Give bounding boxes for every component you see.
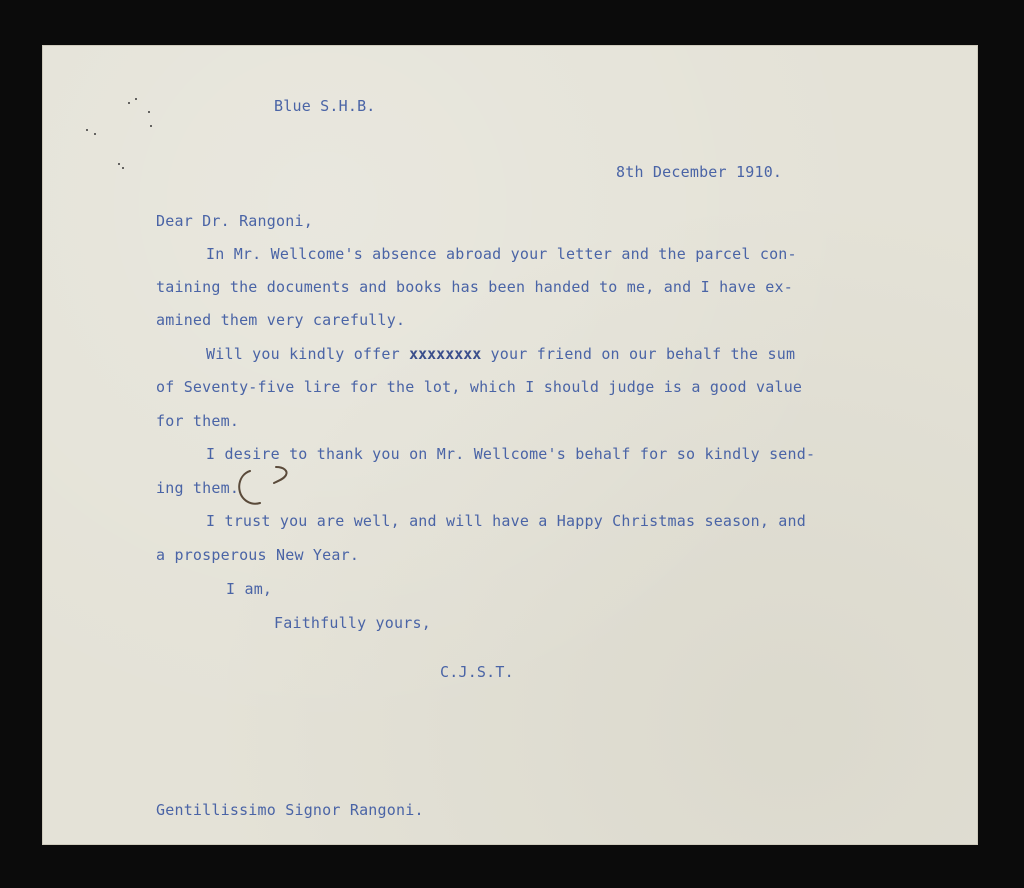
addressee-line: Gentillissimo Signor Rangoni.	[156, 801, 424, 819]
body-line-3: amined them very carefully.	[156, 311, 406, 329]
closing-i-am: I am,	[226, 580, 273, 598]
body-line-7: I desire to thank you on Mr. Wellcome's behalf for so kindly send-	[206, 445, 816, 463]
margin-speck	[150, 125, 152, 127]
body-line-9: I trust you are well, and will have a Happy Christmas season, and	[206, 512, 806, 530]
body-line-1: In Mr. Wellcome's absence abroad your letter and the parcel con-	[206, 245, 797, 263]
body-line-5: of Seventy-five lire for the lot, which I should judge is a good value	[156, 378, 803, 396]
margin-speck	[118, 163, 120, 165]
letter-sheet	[42, 45, 978, 845]
body-line-8: ing them.	[156, 479, 240, 497]
margin-speck	[135, 98, 137, 100]
struck-out-word: xxxxxxxx	[409, 345, 482, 363]
margin-speck	[86, 129, 88, 131]
body-line-10: a prosperous New Year.	[156, 546, 360, 564]
margin-speck	[148, 111, 150, 113]
margin-speck	[122, 167, 124, 169]
margin-speck	[94, 133, 96, 135]
body-line-4-start: Will you kindly offer	[206, 345, 410, 363]
salutation: Dear Dr. Rangoni,	[156, 212, 313, 230]
pencil-bracket-mark	[234, 461, 304, 517]
signature-initials: C.J.S.T.	[440, 663, 514, 681]
margin-speck	[128, 102, 130, 104]
body-line-6: for them.	[156, 412, 240, 430]
closing-faithfully: Faithfully yours,	[274, 614, 431, 632]
letter-date: 8th December 1910.	[616, 163, 783, 181]
body-line-4	[206, 345, 795, 363]
body-line-4-end: your friend on our behalf the sum	[481, 345, 796, 363]
body-line-2: taining the documents and books has been handed to me, and I have ex-	[156, 278, 793, 296]
reference-line: Blue S.H.B.	[274, 97, 376, 115]
